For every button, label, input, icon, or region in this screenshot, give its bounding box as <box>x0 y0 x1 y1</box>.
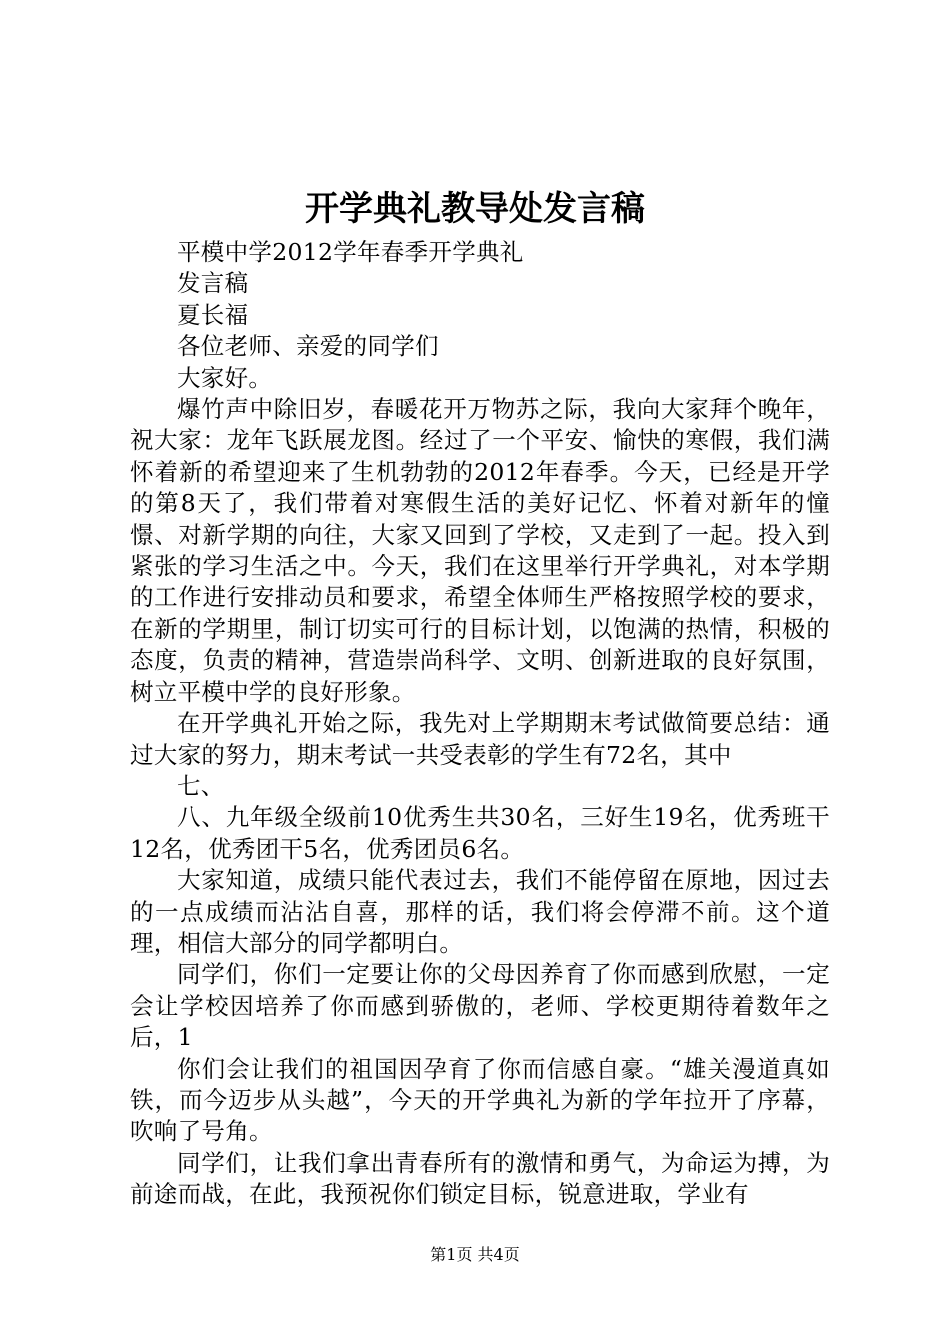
document-title: 开学典礼教导处发言稿 <box>305 189 645 229</box>
paragraph-awards: 八、九年级全级前10优秀生共30名，三好生19名，优秀班干12名，优秀团干5名，优秀团员6名。 <box>130 803 830 863</box>
paragraph-grade-seven: 七、 <box>177 771 225 800</box>
paragraph-expectations: 同学们，你们一定要让你的父母因养育了你而感到欣慰，一定会让学校因培养了你而感到骄傲的，老师、学校更期待着数年之后，1 <box>130 960 830 1052</box>
paragraph-summary: 在开学典礼开始之际，我先对上学期期末考试做简要总结：通过大家的努力，期末考试一共受表彰的学生有72名，其中 <box>130 709 830 769</box>
paragraph-motherland: 你们会让我们的祖国因孕育了你而信感自豪。“雄关漫道真如铁，而今迈步从头越”，今天的开学典礼为新的学年拉开了序幕，吹响了号角。 <box>130 1054 830 1146</box>
paragraph-salutation: 各位老师、亲爱的同学们 <box>177 332 439 361</box>
paragraph-encouragement: 同学们，让我们拿出青春所有的激情和勇气，为命运为搏，为前途而战，在此，我预祝你们锁定目标，锐意进取，学业有 <box>130 1148 830 1209</box>
document-body <box>130 237 830 1211</box>
paragraph-opening: 爆竹声中除旧岁，春暖花开万物苏之际，我向大家拜个晚年，祝大家：龙年飞跃展龙图。经过了一个平安、愉快的寒假，我们满怀着新的希望迎来了生机勃勃的2012年春季。今天，已经是开学的第8天了，我们带着对寒假生活的美好记忆、怀着对新年的憧憬、对新学期的向往，大家又回到了学校，又走到了一起。投入到紧张的学习生活之中。今天，我们在这里举行开学典礼，对本学期的工作进行安排动员和要求，希望全体师生严格按照学校的要求，在新的学期里，制订切实可行的目标计划，以饱满的热情，积极的态度，负责的精神，营造崇尚科学、文明、创新进取的良好氛围，树立平模中学的良好形象。 <box>130 395 830 706</box>
paragraph-speech-label: 发言稿 <box>177 269 249 298</box>
page-footer: 第1页 共4页 <box>430 1245 520 1264</box>
paragraph-past-achievements: 大家知道，成绩只能代表过去，我们不能停留在原地，因过去的一点成绩而沾沾自喜，那样的话，我们将会停滞不前。这个道理，相信大部分的同学都明白。 <box>130 866 830 957</box>
paragraph-speaker-name: 夏长福 <box>177 300 249 329</box>
paragraph-greeting: 大家好。 <box>177 363 273 392</box>
paragraph-school-ceremony: 平模中学2012学年春季开学典礼 <box>177 238 524 266</box>
